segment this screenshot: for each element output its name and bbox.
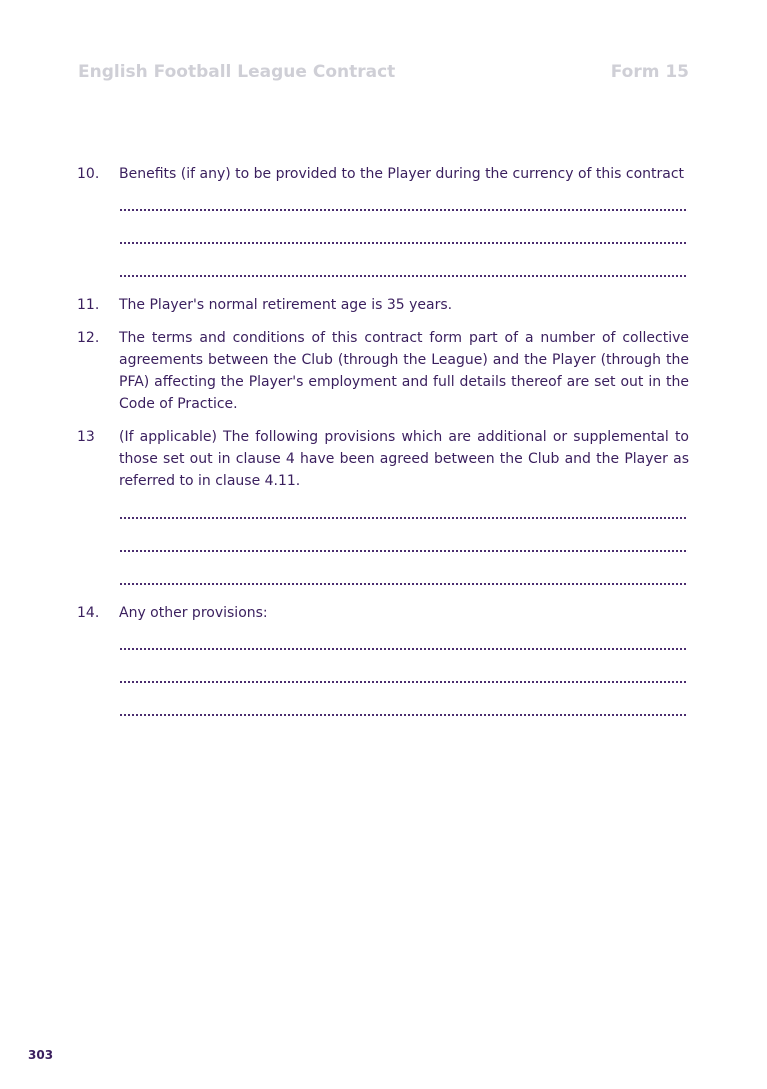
clause-10 [77,163,689,185]
clause-text: Benefits (if any) to be provided to the Player during the currency of this contract [119,166,685,182]
page-header [78,62,689,88]
clause-14 [77,602,689,624]
clause-13 [77,426,689,492]
clause-number: 13 [77,429,95,445]
clause-11 [77,294,689,316]
blank-line-10-1[interactable] [120,209,686,211]
blank-line-13-3[interactable] [120,583,686,585]
blank-line-13-1[interactable] [120,517,686,519]
blank-line-10-3[interactable] [120,275,686,277]
page-number: 303 [28,1048,54,1062]
clause-text: (If applicable) The following provisions which are additional or supplemental to those set out in clause 4 have been agreed between the Club and the Player as referred to in clause 4.11. [119,429,689,489]
header-form-number: Form 15 [610,62,689,82]
clause-text: The terms and conditions of this contract form part of a number of collective agreements between the Club (through the League) and the Player (through the PFA) affecting the Player's employment and full details thereof are set out in the Code of Practice. [119,330,689,412]
clause-text: Any other provisions: [119,605,268,621]
blank-line-14-3[interactable] [120,714,686,716]
clause-12 [77,327,689,415]
blank-line-14-2[interactable] [120,681,686,683]
clause-number: 14. [77,605,100,621]
clause-number: 12. [77,330,100,346]
header-title: English Football League Contract [78,62,396,82]
clause-text: The Player's normal retirement age is 35 years. [119,297,453,313]
blank-line-13-2[interactable] [120,550,686,552]
blank-line-14-1[interactable] [120,648,686,650]
clause-number: 10. [77,166,100,182]
blank-line-10-2[interactable] [120,242,686,244]
clause-number: 11. [77,297,100,313]
